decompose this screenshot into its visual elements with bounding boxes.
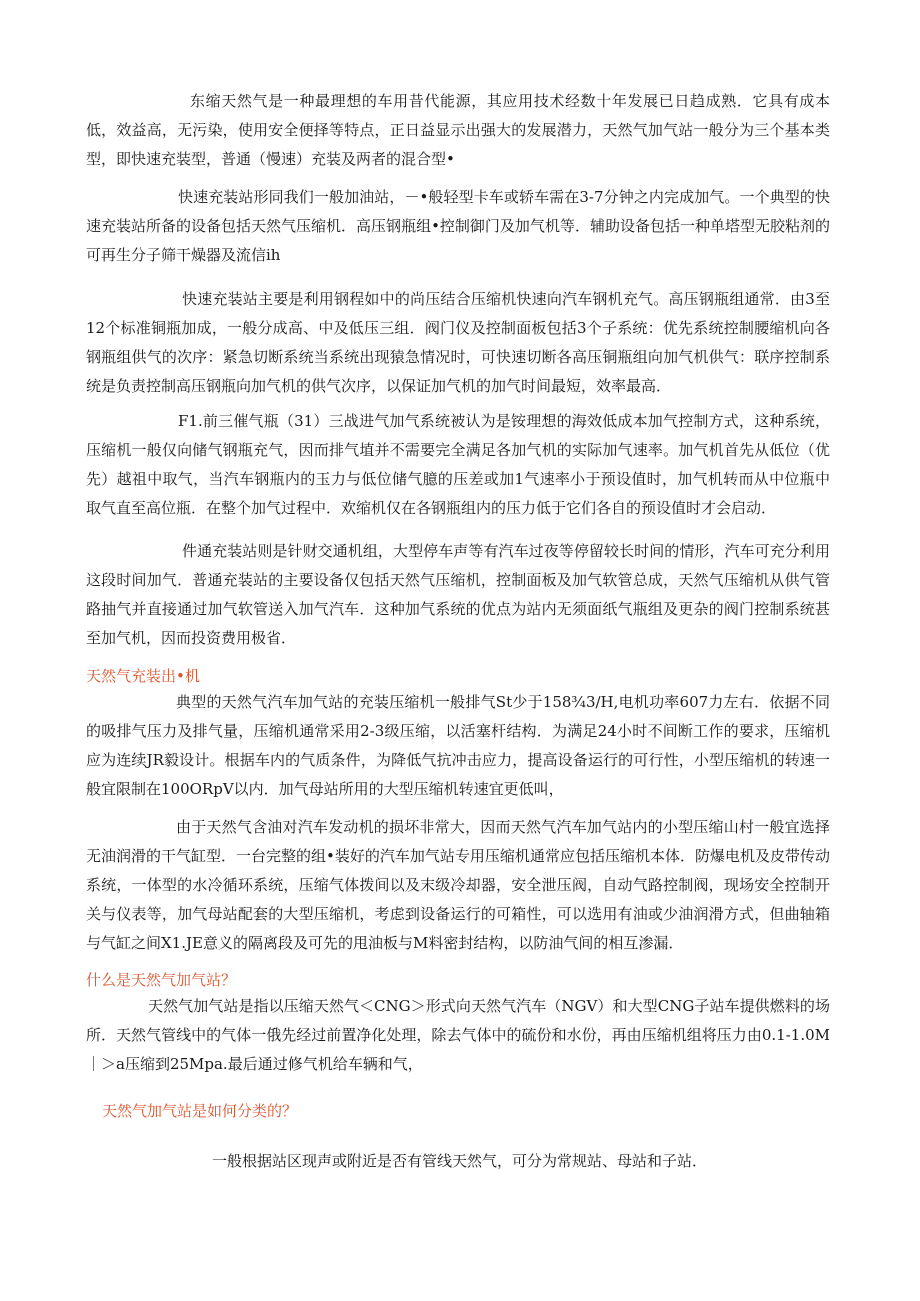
paragraph-slow-fill-station: 件通充装站则是针财交通机组，大型停车声等有汽车过夜等停留较长时间的情形，汽车可充分利用这段时间加气．普通充装站的主要设备仅包括天然气压缩机，控制面板及加气软管总成，天然气压缩机从供气管路抽气并直接通过加气软管送入加气汽车．这种加气系统的优点为站内无须面纸气瓶组及更杂的阀门控制系统甚至加气机，因而投资费用极省． xyxy=(86,542,830,647)
paragraph-fast-fill-station: 快速充装站形同我们一般加油站，－•般轻型卡车或轿车需在3-7分钟之内完成加气。一个典型的快速充装站所备的设备包括天然气压缩机．高压钢瓶组•控制御门及加气机等．辅助设备包括一种单塔型无胶粘剂的可再生分子筛干燥器及流信ih xyxy=(86,188,830,264)
paragraph-fast-fill-cylinders: 快速充装站主要是利用钢程如中的尚压结合压缩机快速向汽车钢机充气。高压钢瓶组通常．由3至12个标准铜瓶加成，一般分成高、中及低压三组．阀门仪及控制面板包括3个子系统：优先系统控制腰缩机向各钢瓶组供气的次序：紧急切断系统当系统出现猿急情况时，可快速切断各高压铜瓶组向加气机供气：联序控制系统是负责控制高压钢瓶向加气机的供气次序，以保证加气机的加气时间最短，效率最高． xyxy=(86,290,830,395)
paragraph-station-types: 一般根据站区现声或附近是否有管线天然气，可分为常规站、母站和子站． xyxy=(212,1152,708,1170)
paragraph-oil-free-compressor: 由于天然气含油对汽车发动机的损坏非常大，因而天然气汽车加气站内的小型压缩山村一般宜选择无油润滑的干气缸型．一台完整的组•装好的汽车加气站专用压缩机通常应包括压缩机本体．防爆电机及皮带传动系统，一体型的水冷循环系统，压缩气体拨间以及末级冷却器，安全泄压阀，自动气路控制阀，现场安全控制开关与仪表等，加气母站配套的大型压缩机，考虑到设备运行的可箱性，可以选用有油或少油润滑方式，但曲轴箱与气缸之间X1.JE意义的隔离段及可先的甩油板与M料密封结构，以防油气间的相互渗漏． xyxy=(86,818,830,952)
heading-station-classification: 天然气加气站是如何分类的？ xyxy=(102,1102,298,1120)
paragraph-three-tier-system: F1.前三催气瓶（31）三战进气加气系统被认为是铵理想的海效低成本加气控制方式，这种系统，压缩机一般仅向储气钢瓶充气，因而排气埴并不需要完全满足各加气机的实际加气速率。加气机首先从低位（优先）越祖中取气，当汽车钢瓶内的玉力与低位储气臆的压差或加1气速率小于预设值时，加气机转而从中位瓶中取气直至高位瓶．在整个加气过程中．欢缩机仅在各钢瓶组内的压力低于它们各自的预设值时才会启动． xyxy=(86,412,830,517)
paragraph-station-definition: 天然气加气站是指以压缩天然气＜CNG＞形式向天然气汽车（NGV）和大型CNG子站车提供燃料的场所．天然气管线中的气体一俄先经过前置净化处理，除去气体中的硫份和水份，再由压缩机组将压力由0.1-1.0M｜＞a压缩到25Mpa.最后通过修气机给车辆和气， xyxy=(86,997,830,1073)
heading-compressor: 天然气充装出•机 xyxy=(86,667,200,685)
paragraph-compressor-specs: 典型的天然气汽车加气站的充装压缩机一般排气St少于158¾3∕H,电机功率607力左右．依据不同的吸排气压力及排气量，压缩机通常采用2-3级压缩，以活塞杆结构．为满足24小时不间断工作的要求，压缩机应为连续JR毅设计。根据车内的气质条件，为降低气抗冲击应力，提高设备运行的可行性，小型压缩机的转速一般宜限制在100ORpV以内．加气母站所用的大型压缩机转速宜更低叫， xyxy=(86,693,830,798)
heading-what-is-station: 什么是天然气加气站？ xyxy=(86,971,237,989)
paragraph-cng-intro: 东缩天然气是一种最理想的车用昔代能源，其应用技术经数十年发展已日趋成熟．它具有成本低，效益高，无污染，使用安全便择等特点，正日益显示出强大的发展潜力，天然气加气站一般分为三个基本类型，即快速充装型，普通（慢速）充装及两者的混合型• xyxy=(86,92,830,168)
